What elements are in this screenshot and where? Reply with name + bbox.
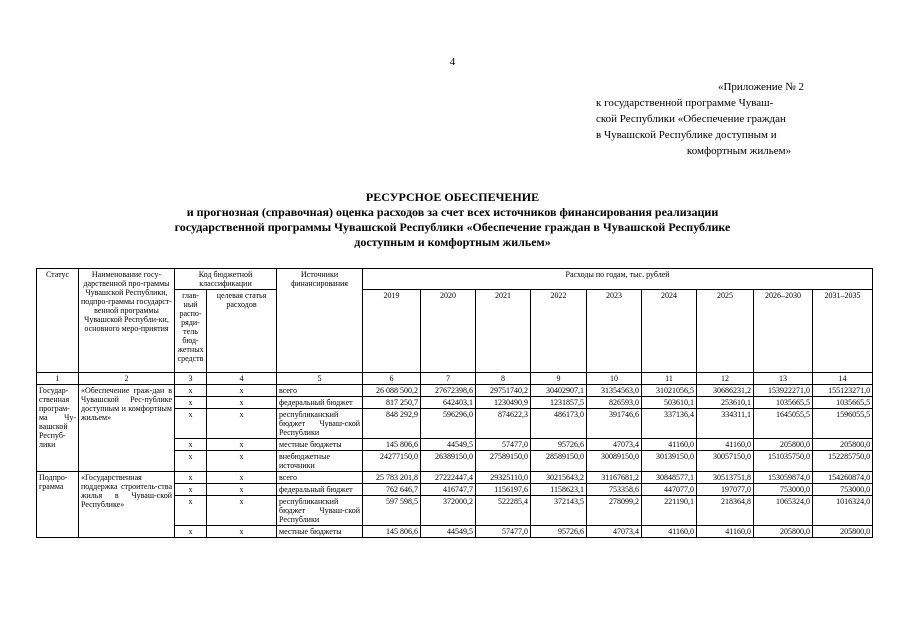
source-cell: местные бюджеты	[277, 439, 363, 451]
header-year: 2031–2035	[813, 290, 873, 373]
header-year: 2024	[642, 290, 697, 373]
value-cell: 41160,0	[697, 526, 754, 538]
value-cell: 29751740,2	[476, 385, 531, 397]
program-name-cell: «Обеспечение граж-дан в Чувашской Рес-публике доступным и комфортным жильем»	[79, 385, 175, 472]
value-cell: 95726,6	[531, 526, 587, 538]
value-cell: 205800,0	[754, 439, 813, 451]
value-cell: 1156197,6	[476, 484, 531, 496]
source-cell: всего	[277, 472, 363, 484]
cs-cell: х	[207, 496, 277, 526]
gr-cell: х	[175, 397, 207, 409]
value-cell: 47073,4	[587, 526, 642, 538]
value-cell: 95726,6	[531, 439, 587, 451]
value-cell: 1035665,5	[754, 397, 813, 409]
value-cell: 447077,0	[642, 484, 697, 496]
value-cell: 41160,0	[642, 526, 697, 538]
appendix-line: в Чувашской Республике доступным и	[596, 129, 777, 141]
header-year: 2020	[421, 290, 476, 373]
col-num: 8	[476, 373, 531, 385]
value-cell: 24277150,0	[363, 451, 421, 472]
value-cell: 57477,0	[476, 439, 531, 451]
value-cell: 27672398,6	[421, 385, 476, 397]
value-cell: 153059874,0	[754, 472, 813, 484]
value-cell: 1645055,5	[754, 409, 813, 439]
value-cell: 221190,1	[642, 496, 697, 526]
appendix-line: к государственной программе Чуваш-	[596, 97, 774, 109]
col-num: 14	[813, 373, 873, 385]
value-cell: 486173,0	[531, 409, 587, 439]
value-cell: 522285,4	[476, 496, 531, 526]
header-year: 2026–2030	[754, 290, 813, 373]
header-cs: целевая статья расходов	[207, 290, 277, 373]
header-year: 2023	[587, 290, 642, 373]
value-cell: 1016324,0	[813, 496, 873, 526]
value-cell: 205800,0	[813, 439, 873, 451]
value-cell: 44549,5	[421, 439, 476, 451]
value-cell: 41160,0	[697, 439, 754, 451]
header-expenses: Расходы по годам, тыс. рублей	[363, 269, 873, 290]
title-line: доступным и комфортным жильем»	[354, 235, 551, 249]
gr-cell: х	[175, 472, 207, 484]
value-cell: 155123271,0	[813, 385, 873, 397]
source-cell: федеральный бюджет	[277, 484, 363, 496]
value-cell: 145 806,6	[363, 439, 421, 451]
source-cell: республиканский бюджет Чуваш-ской Республики	[277, 496, 363, 526]
cs-cell: х	[207, 484, 277, 496]
value-cell: 848 292,9	[363, 409, 421, 439]
value-cell: 753000,0	[754, 484, 813, 496]
value-cell: 27589150,0	[476, 451, 531, 472]
col-num: 11	[642, 373, 697, 385]
value-cell: 253610,1	[697, 397, 754, 409]
value-cell: 30402907,1	[531, 385, 587, 397]
value-cell: 30848577,1	[642, 472, 697, 484]
header-name: Наименование госу-дарственной про-граммы Чувашской Республики, подпро-граммы государст-венной программы Чувашской Республи-ки, основного меро-приятия	[79, 269, 175, 373]
source-cell: республиканский бюджет Чуваш-ской Республики	[277, 409, 363, 439]
value-cell: 1596055,5	[813, 409, 873, 439]
value-cell: 334311,1	[697, 409, 754, 439]
value-cell: 642403,1	[421, 397, 476, 409]
table-row	[37, 385, 873, 397]
status-cell: Государ-ственная програм-ма Чу-вашской Респуб-лики	[37, 385, 79, 472]
page-number: 4	[449, 56, 456, 68]
header-status: Статус	[37, 269, 79, 373]
value-cell: 57477,0	[476, 526, 531, 538]
resource-table	[36, 268, 873, 538]
value-cell: 205800,0	[813, 526, 873, 538]
value-cell: 1230490,9	[476, 397, 531, 409]
value-cell: 30057150,0	[697, 451, 754, 472]
value-cell: 1035665,5	[813, 397, 873, 409]
value-cell: 31167681,2	[587, 472, 642, 484]
value-cell: 391746,6	[587, 409, 642, 439]
value-cell: 28589150,0	[531, 451, 587, 472]
title-line: РЕСУРСНОЕ ОБЕСПЕЧЕНИЕ	[365, 190, 540, 204]
value-cell: 596296,0	[421, 409, 476, 439]
program-name-cell: «Государственная поддержка строитель-ства жилья в Чуваш-ской Республике»	[79, 472, 175, 538]
value-cell: 753000,0	[813, 484, 873, 496]
source-cell: всего	[277, 385, 363, 397]
col-num: 7	[421, 373, 476, 385]
status-cell: Подпро-грамма	[37, 472, 79, 538]
col-num: 6	[363, 373, 421, 385]
col-num: 13	[754, 373, 813, 385]
gr-cell: х	[175, 526, 207, 538]
source-cell: внебюджетные источники	[277, 451, 363, 472]
header-year: 2025	[697, 290, 754, 373]
gr-cell: х	[175, 451, 207, 472]
value-cell: 154260874,0	[813, 472, 873, 484]
header-year: 2021	[476, 290, 531, 373]
value-cell: 372000,2	[421, 496, 476, 526]
value-cell: 153922271,0	[754, 385, 813, 397]
value-cell: 145 806,6	[363, 526, 421, 538]
gr-cell: х	[175, 496, 207, 526]
value-cell: 874622,3	[476, 409, 531, 439]
value-cell: 27222447,4	[421, 472, 476, 484]
value-cell: 416747,7	[421, 484, 476, 496]
value-cell: 197077,0	[697, 484, 754, 496]
value-cell: 151035750,0	[754, 451, 813, 472]
document-title	[0, 190, 905, 250]
source-cell: местные бюджеты	[277, 526, 363, 538]
header-gr: глав-ный распо-ряди-тель бюд-жетных средств	[175, 290, 207, 373]
appendix-line: комфортным жильем»	[686, 145, 792, 157]
col-num: 3	[175, 373, 207, 385]
header-sources: Источники финансирования	[277, 269, 363, 373]
value-cell: 30686231,2	[697, 385, 754, 397]
gr-cell: х	[175, 439, 207, 451]
value-cell: 218364,8	[697, 496, 754, 526]
column-number-row	[37, 373, 873, 385]
value-cell: 503610,1	[642, 397, 697, 409]
cs-cell: х	[207, 397, 277, 409]
header-year: 2022	[531, 290, 587, 373]
value-cell: 30089150,0	[587, 451, 642, 472]
cs-cell: х	[207, 439, 277, 451]
value-cell: 205800,0	[754, 526, 813, 538]
value-cell: 152285750,0	[813, 451, 873, 472]
cs-cell: х	[207, 472, 277, 484]
title-line: государственной программы Чувашской Республики «Обеспечение граждан в Чувашской Республике	[174, 220, 731, 234]
value-cell: 30139150,0	[642, 451, 697, 472]
gr-cell: х	[175, 409, 207, 439]
value-cell: 47073,4	[587, 439, 642, 451]
table-row	[37, 472, 873, 484]
value-cell: 30215643,2	[531, 472, 587, 484]
value-cell: 31354563,0	[587, 385, 642, 397]
value-cell: 1158623,1	[531, 484, 587, 496]
value-cell: 337136,4	[642, 409, 697, 439]
header-row	[37, 269, 873, 290]
header-budget-code: Код бюджетной классификации	[175, 269, 277, 290]
value-cell: 1065324,0	[754, 496, 813, 526]
gr-cell: х	[175, 484, 207, 496]
col-num: 2	[79, 373, 175, 385]
value-cell: 1231857,5	[531, 397, 587, 409]
value-cell: 29325110,0	[476, 472, 531, 484]
appendix-line: ской Республики «Обеспечение граждан	[596, 113, 786, 125]
value-cell: 30513751,8	[697, 472, 754, 484]
col-num: 12	[697, 373, 754, 385]
value-cell: 753358,6	[587, 484, 642, 496]
cs-cell: х	[207, 385, 277, 397]
cs-cell: х	[207, 526, 277, 538]
value-cell: 372143,5	[531, 496, 587, 526]
appendix-note	[596, 79, 842, 159]
source-cell: федеральный бюджет	[277, 397, 363, 409]
value-cell: 597 598,5	[363, 496, 421, 526]
value-cell: 26389150,0	[421, 451, 476, 472]
value-cell: 41160,0	[642, 439, 697, 451]
col-num: 5	[277, 373, 363, 385]
value-cell: 25 783 201,8	[363, 472, 421, 484]
title-line: и прогнозная (справочная) оценка расходов за счет всех источников финансирования реализации	[186, 205, 719, 219]
value-cell: 31021056,5	[642, 385, 697, 397]
value-cell: 44549,5	[421, 526, 476, 538]
value-cell: 817 250,7	[363, 397, 421, 409]
col-num: 10	[587, 373, 642, 385]
value-cell: 762 646,7	[363, 484, 421, 496]
header-year: 2019	[363, 290, 421, 373]
gr-cell: х	[175, 385, 207, 397]
appendix-line: «Приложение № 2	[717, 81, 804, 93]
col-num: 1	[37, 373, 79, 385]
col-num: 4	[207, 373, 277, 385]
col-num: 9	[531, 373, 587, 385]
cs-cell: х	[207, 409, 277, 439]
value-cell: 26 088 500,2	[363, 385, 421, 397]
value-cell: 278099,2	[587, 496, 642, 526]
cs-cell: х	[207, 451, 277, 472]
value-cell: 826593,0	[587, 397, 642, 409]
